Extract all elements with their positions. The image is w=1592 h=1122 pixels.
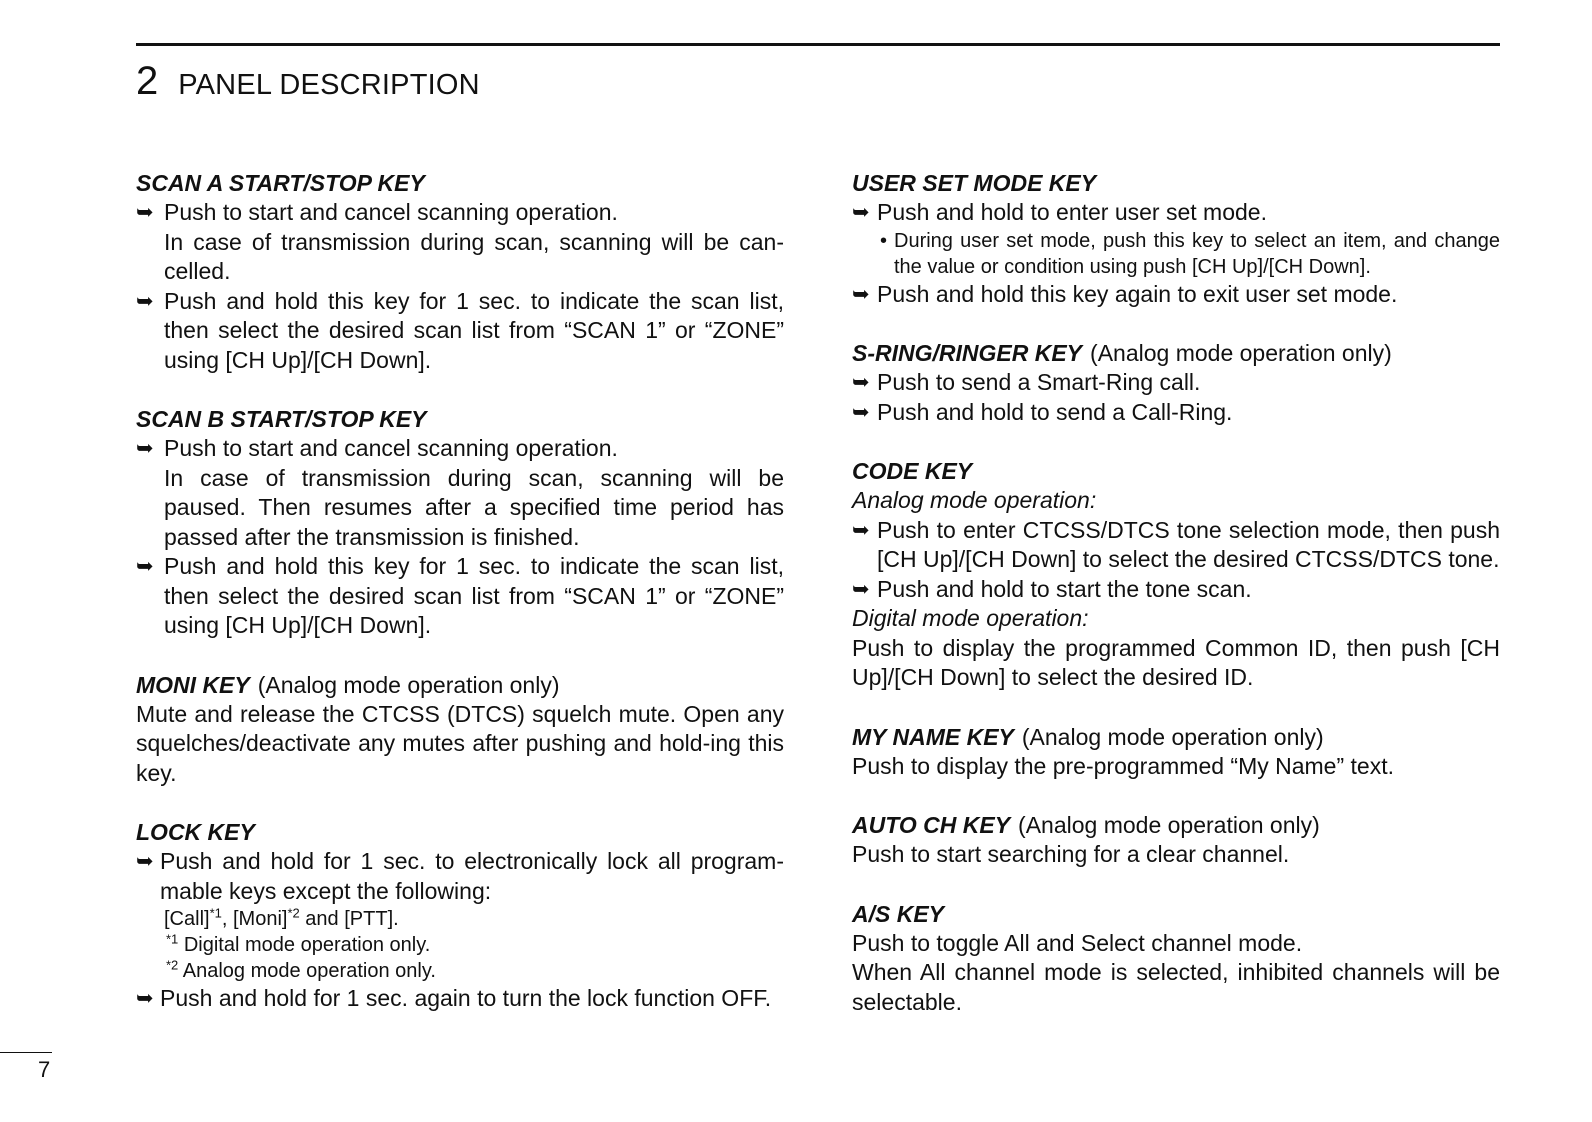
arrow-right-icon: ➥ [136, 555, 154, 578]
lock-exception-keys: [Call]$^{*1}$, [Moni]$^{*2}$ and [PTT]. [164, 905, 399, 930]
section-lock [136, 817, 784, 1014]
arrow-right-icon: ➥ [852, 400, 870, 424]
my-name-note: (Analog mode operation only) [1021, 723, 1324, 750]
arrow-right-icon: ➥ [852, 518, 870, 542]
scan-b-title: SCAN B START/STOP KEY [136, 406, 427, 432]
section-user-set [852, 168, 1500, 309]
my-name-title: MY NAME KEY [852, 723, 1014, 750]
right-column [852, 168, 1500, 1046]
scan-a-bullet-1-cont: In case of transmission during scan, scanning will be can-celled. [164, 228, 784, 284]
arrow-right-icon: ➥ [136, 850, 154, 873]
chapter-header [136, 56, 480, 106]
s-ring-bullet-2: ➥ Push and hold to send a Call-Ring. [852, 398, 1500, 428]
arrow-right-icon: ➥ [136, 987, 154, 1010]
auto-ch-title: AUTO CH KEY [852, 812, 1011, 838]
s-ring-note: (Analog mode operation only) [1090, 340, 1392, 366]
header-rule [136, 43, 1500, 46]
auto-ch-note: (Analog mode operation only) [1018, 812, 1320, 838]
arrow-right-icon: ➥ [852, 282, 870, 306]
page-number: 7 [38, 1057, 51, 1082]
chapter-title: PANEL DESCRIPTION [178, 69, 480, 101]
lock-title: LOCK KEY [136, 819, 255, 845]
s-ring-bullet-1: ➥ Push to send a Smart-Ring call. [852, 368, 1500, 398]
section-my-name [852, 722, 1500, 782]
my-name-text: Push to display the pre-programmed “My Name” text. [852, 752, 1394, 779]
page-number-rule [0, 1052, 52, 1053]
user-set-dot-1: • During user set mode, push this key to select an item, and change the value or condition using push [CH Up]/[CH Down]. [880, 229, 1500, 278]
arrow-right-icon: ➥ [136, 201, 154, 224]
as-title: A/S KEY [852, 900, 945, 927]
arrow-right-icon: ➥ [852, 201, 870, 224]
arrow-right-icon: ➥ [852, 577, 870, 601]
user-set-bullet-1: ➥ Push and hold to enter user set mode. [852, 198, 1500, 228]
arrow-right-icon: ➥ [136, 437, 154, 460]
scan-a-title: SCAN A START/STOP KEY [136, 170, 425, 196]
moni-text: Mute and release the CTCSS (DTCS) squelch mute. Open any squelches/deactivate any mutes after pushing and hold-ing this key. [136, 700, 784, 786]
code-analog-label: Analog mode operation: [852, 487, 1097, 513]
user-set-bullet-2: ➥ Push and hold this key again to exit user set mode. [852, 280, 1500, 310]
scan-a-bullet-2: ➥ Push and hold this key for 1 sec. to indicate the scan list, then select the desired scan list from “SCAN 1” or “ZONE” using [CH Up]/[CH Down]. [136, 287, 784, 376]
s-ring-title: S-RING/RINGER KEY [852, 340, 1083, 366]
scan-b-bullet-2: ➥ Push and hold this key for 1 sec. to indicate the scan list, then select the desired scan list from “SCAN 1” or “ZONE” using [CH Up]/[CH Down]. [136, 552, 784, 641]
bullet-dot-icon: • [880, 229, 888, 252]
lock-bullet-2: ➥ Push and hold for 1 sec. again to turn the lock function OFF. [136, 984, 784, 1014]
section-as [852, 899, 1500, 1018]
code-title: CODE KEY [852, 458, 973, 484]
code-digital-label: Digital mode operation: [852, 605, 1089, 631]
user-set-title: USER SET MODE KEY [852, 170, 1097, 196]
code-bullet-2: ➥ Push and hold to start the tone scan. [852, 575, 1500, 605]
section-scan-a [136, 168, 784, 375]
section-auto-ch [852, 810, 1500, 870]
left-column [136, 168, 784, 1043]
lock-footnote-2: $^{*2}$ Analog mode operation only. [166, 957, 436, 982]
moni-note: (Analog mode operation only) [257, 671, 560, 698]
arrow-right-icon: ➥ [136, 289, 154, 313]
code-digital-text: Push to display the programmed Common ID, then push [CH Up]/[CH Down] to select the desired ID. [852, 634, 1500, 690]
as-text-2: When All channel mode is selected, inhibited channels will be selectable. [852, 959, 1500, 1015]
scan-b-bullet-1-cont: In case of transmission during scan, scanning will be paused. Then resumes after a specified time period has passed after the transmission is finished. [164, 464, 784, 550]
section-s-ring [852, 338, 1500, 427]
as-text-1: Push to toggle All and Select channel mode. [852, 929, 1303, 956]
lock-footnote-1: $^{*1}$ Digital mode operation only. [166, 931, 431, 956]
scan-a-bullet-1: ➥ Push to start and cancel scanning operation. [136, 198, 784, 228]
chapter-number: 2 [136, 59, 159, 103]
arrow-right-icon: ➥ [852, 371, 870, 394]
scan-b-bullet-1: ➥ Push to start and cancel scanning operation. [136, 434, 784, 464]
auto-ch-text: Push to start searching for a clear channel. [852, 841, 1290, 867]
section-moni [136, 670, 784, 789]
moni-title: MONI KEY [136, 671, 250, 698]
section-scan-b [136, 404, 784, 641]
code-bullet-1: ➥ Push to enter CTCSS/DTCS tone selection mode, then push [CH Up]/[CH Down] to select the desired CTCSS/DTCS tone. [852, 516, 1500, 575]
lock-bullet-1: ➥ Push and hold for 1 sec. to electronically lock all program-mable keys except the following: [136, 847, 784, 906]
section-code [852, 456, 1500, 693]
